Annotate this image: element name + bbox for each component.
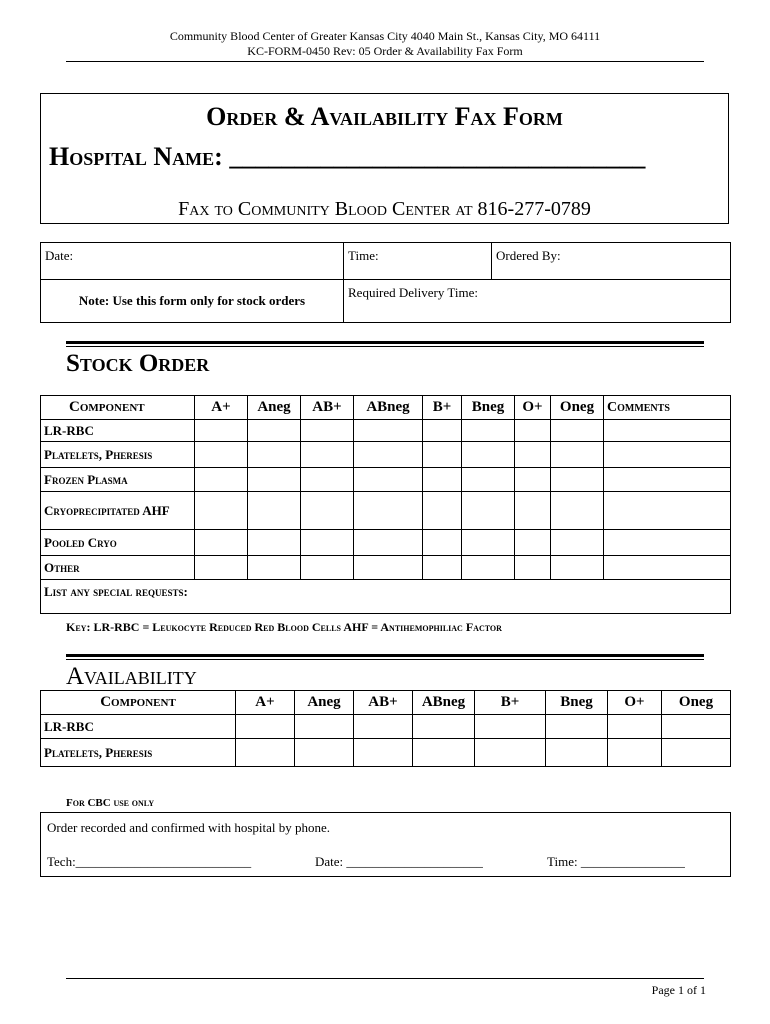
qty-cell[interactable] bbox=[423, 530, 462, 556]
fax-instruction: Fax to Community Blood Center at 816-277-0789 bbox=[178, 198, 591, 220]
qty-cell[interactable] bbox=[354, 442, 423, 468]
qty-cell[interactable] bbox=[354, 556, 423, 580]
qty-cell[interactable] bbox=[462, 556, 515, 580]
header-line-2: KC-FORM-0450 Rev: 05 Order & Availability Fax Form bbox=[247, 44, 523, 58]
special-requests-row bbox=[41, 580, 731, 614]
avail-row-label: Platelets, Pheresis bbox=[41, 739, 236, 767]
qty-cell[interactable] bbox=[301, 492, 354, 530]
avail-cell[interactable] bbox=[236, 715, 295, 739]
availability-divider bbox=[66, 654, 704, 657]
qty-cell[interactable] bbox=[551, 492, 604, 530]
qty-cell[interactable] bbox=[462, 468, 515, 492]
avail-header-o-pos: O+ bbox=[608, 691, 662, 715]
avail-row-label: LR-RBC bbox=[41, 715, 236, 739]
qty-cell[interactable] bbox=[515, 492, 551, 530]
time-field[interactable]: Time: bbox=[344, 243, 492, 280]
avail-header-a-pos: A+ bbox=[236, 691, 295, 715]
qty-cell[interactable] bbox=[462, 530, 515, 556]
avail-header-ab-neg: ABneg bbox=[413, 691, 475, 715]
comments-cell[interactable] bbox=[604, 530, 731, 556]
qty-cell[interactable] bbox=[195, 556, 248, 580]
comments-cell[interactable] bbox=[604, 420, 731, 442]
abbreviation-key: Key: LR-RBC = Leukocyte Reduced Red Blood Cells AHF = Antihemophiliac Factor bbox=[66, 620, 502, 634]
qty-cell[interactable] bbox=[515, 556, 551, 580]
stock-order-note: Note: Use this form only for stock orders bbox=[41, 280, 344, 323]
table-row bbox=[41, 468, 731, 492]
avail-cell[interactable] bbox=[413, 715, 475, 739]
avail-header-ab-pos: AB+ bbox=[354, 691, 413, 715]
avail-cell[interactable] bbox=[546, 715, 608, 739]
qty-cell[interactable] bbox=[248, 420, 301, 442]
avail-header-o-neg: Oneg bbox=[662, 691, 731, 715]
avail-cell[interactable] bbox=[295, 715, 354, 739]
qty-cell[interactable] bbox=[195, 420, 248, 442]
qty-cell[interactable] bbox=[515, 442, 551, 468]
stock-row-label: Pooled Cryo bbox=[41, 530, 195, 556]
table-row bbox=[41, 556, 731, 580]
comments-cell[interactable] bbox=[604, 492, 731, 530]
qty-cell[interactable] bbox=[301, 420, 354, 442]
qty-cell[interactable] bbox=[515, 530, 551, 556]
stock-header-component: Component bbox=[41, 396, 195, 420]
avail-cell[interactable] bbox=[413, 739, 475, 767]
table-row bbox=[41, 442, 731, 468]
qty-cell[interactable] bbox=[423, 442, 462, 468]
stock-header-ab-neg: ABneg bbox=[354, 396, 423, 420]
qty-cell[interactable] bbox=[551, 468, 604, 492]
qty-cell[interactable] bbox=[462, 420, 515, 442]
stock-header-b-neg: Bneg bbox=[462, 396, 515, 420]
ordered-by-field[interactable]: Ordered By: bbox=[492, 243, 731, 280]
header-line-1: Community Blood Center of Greater Kansas City 4040 Main St., Kansas City, MO 64111 bbox=[169, 29, 601, 43]
cbc-use-only-label: For CBC use only bbox=[66, 797, 155, 809]
avail-cell[interactable] bbox=[354, 739, 413, 767]
stock-header-a-neg: Aneg bbox=[248, 396, 301, 420]
avail-cell[interactable] bbox=[475, 715, 546, 739]
qty-cell[interactable] bbox=[423, 468, 462, 492]
stock-row-label: Other bbox=[41, 556, 195, 580]
stock-order-title: Stock Order bbox=[66, 350, 210, 377]
qty-cell[interactable] bbox=[423, 492, 462, 530]
required-delivery-time-field[interactable]: Required Delivery Time: bbox=[344, 280, 731, 323]
qty-cell[interactable] bbox=[551, 530, 604, 556]
stock-header-comments: Comments bbox=[604, 396, 731, 420]
stock-header-a-pos: A+ bbox=[195, 396, 248, 420]
stock-row-label: Cryoprecipitated AHF bbox=[41, 492, 195, 530]
table-row bbox=[41, 715, 731, 739]
form-title: Order & Availability Fax Form bbox=[206, 102, 563, 131]
table-row bbox=[41, 420, 731, 442]
cbc-time-field[interactable]: Time: ________________ bbox=[547, 854, 685, 869]
qty-cell[interactable] bbox=[301, 442, 354, 468]
footer-divider bbox=[66, 978, 704, 979]
avail-header-b-pos: B+ bbox=[475, 691, 546, 715]
avail-cell[interactable] bbox=[354, 715, 413, 739]
avail-cell[interactable] bbox=[662, 739, 731, 767]
stock-header-b-pos: B+ bbox=[423, 396, 462, 420]
avail-header-b-neg: Bneg bbox=[546, 691, 608, 715]
header-divider bbox=[66, 61, 704, 62]
stock-header-ab-pos: AB+ bbox=[301, 396, 354, 420]
avail-cell[interactable] bbox=[608, 715, 662, 739]
comments-cell[interactable] bbox=[604, 442, 731, 468]
stock-row-label: Frozen Plasma bbox=[41, 468, 195, 492]
avail-cell[interactable] bbox=[295, 739, 354, 767]
qty-cell[interactable] bbox=[551, 442, 604, 468]
availability-title: Availability bbox=[66, 663, 197, 690]
qty-cell[interactable] bbox=[462, 442, 515, 468]
qty-cell[interactable] bbox=[248, 468, 301, 492]
cbc-date-field[interactable]: Date: _____________________ bbox=[315, 854, 483, 869]
avail-header-a-neg: Aneg bbox=[295, 691, 354, 715]
qty-cell[interactable] bbox=[354, 530, 423, 556]
title-box bbox=[40, 93, 729, 224]
cbc-box bbox=[40, 812, 731, 877]
qty-cell[interactable] bbox=[301, 556, 354, 580]
date-field[interactable]: Date: bbox=[41, 243, 344, 280]
qty-cell[interactable] bbox=[551, 556, 604, 580]
qty-cell[interactable] bbox=[423, 420, 462, 442]
hospital-name-field[interactable]: Hospital Name: ________________________________ bbox=[49, 142, 646, 171]
stock-row-label: Platelets, Pheresis bbox=[41, 442, 195, 468]
qty-cell[interactable] bbox=[301, 468, 354, 492]
qty-cell[interactable] bbox=[515, 420, 551, 442]
stock-row-label: LR-RBC bbox=[41, 420, 195, 442]
page-number: Page 1 of 1 bbox=[651, 983, 706, 997]
qty-cell[interactable] bbox=[515, 468, 551, 492]
comments-cell[interactable] bbox=[604, 468, 731, 492]
tech-field[interactable]: Tech:___________________________ bbox=[47, 854, 252, 869]
special-requests-field[interactable]: List any special requests: bbox=[41, 580, 731, 614]
stock-header-o-neg: Oneg bbox=[551, 396, 604, 420]
stock-order-divider bbox=[66, 341, 704, 344]
qty-cell[interactable] bbox=[301, 530, 354, 556]
qty-cell[interactable] bbox=[195, 530, 248, 556]
stock-order-table bbox=[40, 395, 731, 614]
table-row bbox=[41, 492, 731, 530]
phone-confirmation-text: Order recorded and confirmed with hospital by phone. bbox=[47, 820, 331, 835]
qty-cell[interactable] bbox=[248, 530, 301, 556]
avail-cell[interactable] bbox=[236, 739, 295, 767]
avail-cell[interactable] bbox=[546, 739, 608, 767]
avail-cell[interactable] bbox=[608, 739, 662, 767]
qty-cell[interactable] bbox=[195, 468, 248, 492]
qty-cell[interactable] bbox=[248, 492, 301, 530]
qty-cell[interactable] bbox=[195, 442, 248, 468]
avail-cell[interactable] bbox=[662, 715, 731, 739]
qty-cell[interactable] bbox=[195, 492, 248, 530]
comments-cell[interactable] bbox=[604, 556, 731, 580]
avail-header-component: Component bbox=[41, 691, 236, 715]
table-row bbox=[41, 739, 731, 767]
avail-cell[interactable] bbox=[475, 739, 546, 767]
availability-table bbox=[40, 690, 731, 767]
stock-header-o-pos: O+ bbox=[515, 396, 551, 420]
order-info-table bbox=[40, 242, 731, 323]
table-row bbox=[41, 530, 731, 556]
qty-cell[interactable] bbox=[248, 442, 301, 468]
qty-cell[interactable] bbox=[462, 492, 515, 530]
qty-cell[interactable] bbox=[354, 468, 423, 492]
qty-cell[interactable] bbox=[423, 556, 462, 580]
qty-cell[interactable] bbox=[248, 556, 301, 580]
qty-cell[interactable] bbox=[551, 420, 604, 442]
qty-cell[interactable] bbox=[354, 420, 423, 442]
qty-cell[interactable] bbox=[354, 492, 423, 530]
